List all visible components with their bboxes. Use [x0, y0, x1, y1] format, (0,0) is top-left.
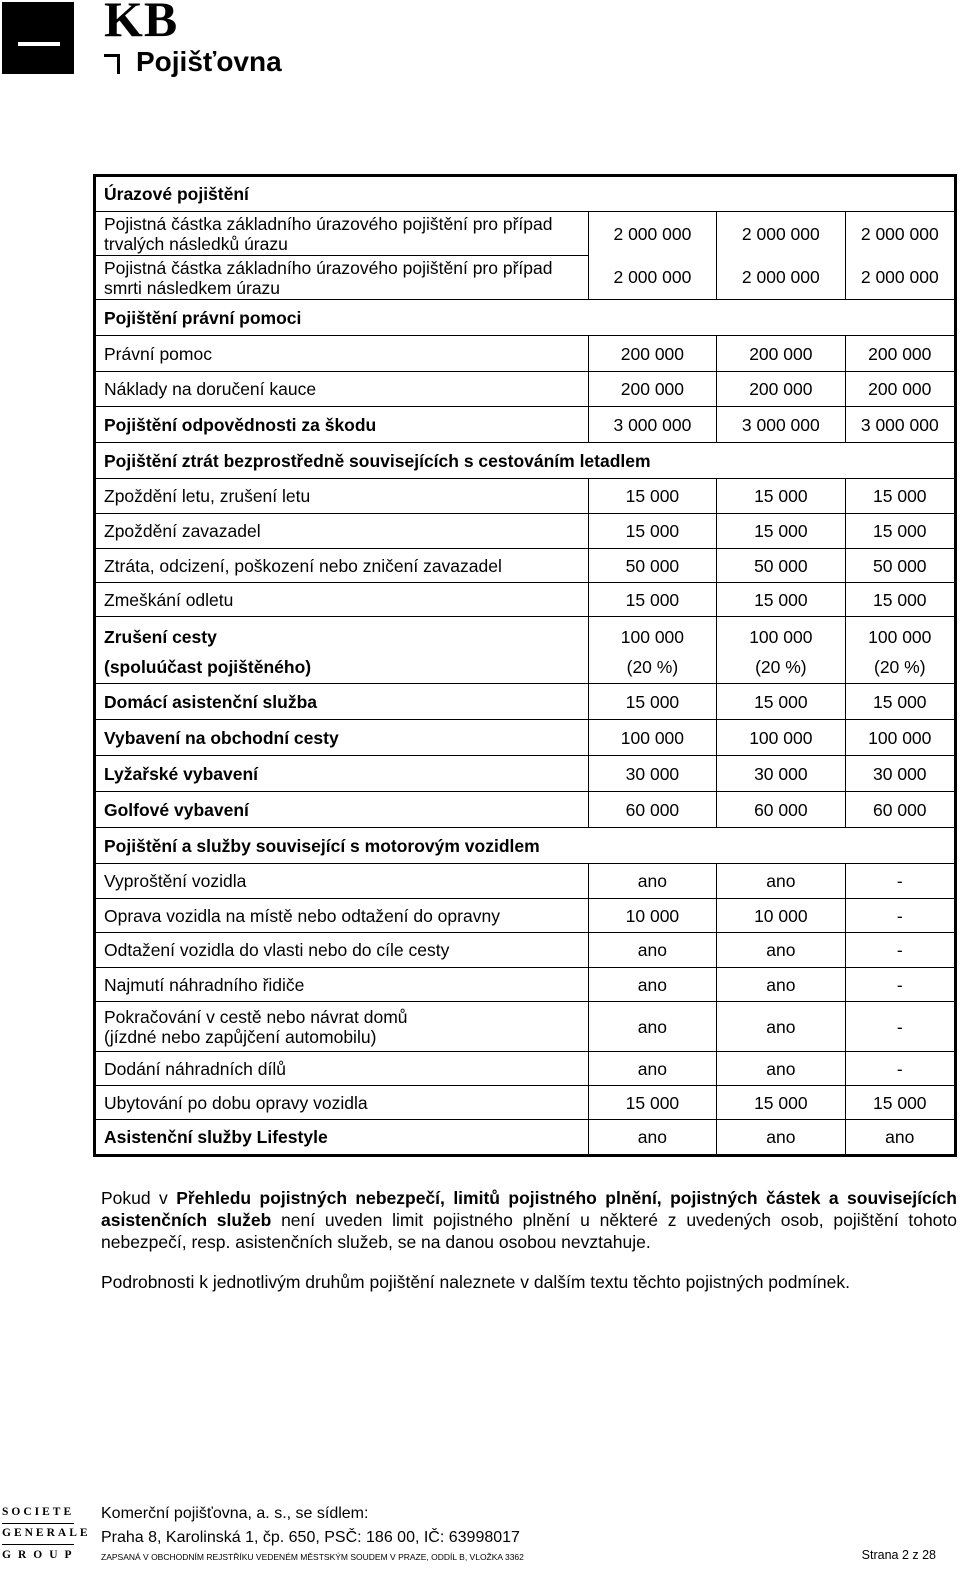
- row-value: 100 000: [845, 720, 955, 756]
- table-row: [95, 968, 956, 1002]
- section-vehicle: Pojištění a služby související s motorovým vozidlem: [95, 828, 956, 864]
- row-value: 2 000 000: [717, 212, 845, 256]
- row-value: 100 000: [717, 617, 845, 651]
- row-value: 100 000: [588, 617, 716, 651]
- row-label: Oprava vozidla na místě nebo odtažení do opravny: [95, 899, 589, 933]
- row-label: Asistenční služby Lifestyle: [104, 1127, 328, 1147]
- row-value: 2 000 000: [588, 212, 716, 256]
- note-paragraph: Podrobnosti k jednotlivým druhům pojištění naleznete v dalším textu těchto pojistných podmínek.: [101, 1272, 851, 1292]
- row-value: 200 000: [588, 336, 716, 372]
- note-text: není uveden limit pojistného plnění u některé z uvedených osob, pojištění tohoto nebezpečí, resp. asistenčních služeb, se na danou osobou nevztahuje.: [101, 1210, 958, 1252]
- table-row: [95, 372, 956, 407]
- row-label: Domácí asistenční služba: [95, 684, 589, 720]
- row-label: Najmutí náhradního řidiče: [95, 968, 589, 1002]
- table-row: [95, 864, 956, 899]
- table-row: [95, 514, 956, 549]
- table-row: [95, 617, 956, 651]
- table-row: [95, 684, 956, 720]
- row-value: (20 %): [845, 651, 955, 684]
- row-value: 2 000 000: [845, 256, 955, 300]
- note-text: Pokud v: [101, 1188, 177, 1208]
- sg-logo-line: GENERALE: [2, 1527, 91, 1539]
- row-value: 60 000: [845, 792, 955, 828]
- sg-logo-divider: [2, 1544, 74, 1545]
- sg-logo-line: GROUP: [2, 1549, 79, 1561]
- table-row: [95, 549, 956, 583]
- row-value: 15 000: [845, 479, 955, 514]
- logo-corner-icon: [104, 54, 120, 74]
- table-row: [95, 720, 956, 756]
- row-value: ano: [588, 933, 716, 968]
- row-value: 200 000: [588, 372, 716, 407]
- table-row: [95, 756, 956, 792]
- row-value: 30 000: [717, 756, 845, 792]
- row-value: 15 000: [588, 684, 716, 720]
- row-value: 15 000: [845, 583, 955, 617]
- kb-logo-mark: [2, 2, 74, 74]
- row-value: 50 000: [717, 549, 845, 583]
- row-value: 30 000: [588, 756, 716, 792]
- row-label: Zpoždění letu, zrušení letu: [95, 479, 589, 514]
- row-value: 15 000: [845, 1086, 955, 1120]
- table-row: [95, 583, 956, 617]
- row-label: Zpoždění zavazadel: [95, 514, 589, 549]
- row-value: ano: [717, 1002, 845, 1052]
- row-label: Ztráta, odcizení, poškození nebo zničení zavazadel: [95, 549, 589, 583]
- row-label: Zrušení cesty: [104, 626, 217, 647]
- row-value: 15 000: [845, 684, 955, 720]
- row-value: 200 000: [717, 372, 845, 407]
- row-value: 3 000 000: [845, 407, 955, 443]
- footer-registry: ZAPSANÁ V OBCHODNÍM REJSTŘÍKU VEDENÉM MĚSTSKÝM SOUDEM V PRAZE, ODDÍL B, VLOŽKA 3362: [101, 1552, 524, 1562]
- row-value: -: [845, 899, 955, 933]
- row-label: Pojistná částka základního úrazového pojištění pro případ smrti následkem úrazu: [95, 256, 589, 300]
- row-value: 200 000: [717, 336, 845, 372]
- row-value: 100 000: [588, 720, 716, 756]
- row-value: ano: [588, 968, 716, 1002]
- page-number: Strana 2 z 28: [861, 1548, 936, 1562]
- row-value: 15 000: [717, 1086, 845, 1120]
- row-label: Lyžařské vybavení: [95, 756, 589, 792]
- row-value: 200 000: [845, 336, 955, 372]
- row-label: Odtažení vozidla do vlasti nebo do cíle cesty: [95, 933, 589, 968]
- row-label: Vybavení na obchodní cesty: [95, 720, 589, 756]
- row-label: Zmeškání odletu: [95, 583, 589, 617]
- row-value: 15 000: [588, 583, 716, 617]
- sg-logo-divider: [2, 1523, 74, 1524]
- row-value: 15 000: [717, 583, 845, 617]
- row-value: ano: [588, 1052, 716, 1086]
- note-paragraph: [101, 1187, 957, 1253]
- row-label: Golfové vybavení: [95, 792, 589, 828]
- table-row: [95, 1086, 956, 1120]
- row-value: 15 000: [717, 479, 845, 514]
- note-bold-text: Přehledu pojistných nebezpečí, limitů pojistného plnění, pojistných částek a souvisejících asistenčních služeb: [101, 1188, 957, 1230]
- row-value: ano: [717, 1052, 845, 1086]
- row-value: ano: [717, 864, 845, 899]
- row-value: 200 000: [845, 372, 955, 407]
- row-label: Ubytování po dobu opravy vozidla: [95, 1086, 589, 1120]
- table-row: [95, 933, 956, 968]
- row-value: 3 000 000: [588, 407, 716, 443]
- row-value: 3 000 000: [717, 407, 845, 443]
- row-label: Pojištění odpovědnosti za škodu: [95, 407, 589, 443]
- row-value: 15 000: [588, 479, 716, 514]
- row-label: (spoluúčast pojištěného): [95, 651, 589, 684]
- section-flight: Pojištění ztrát bezprostředně souvisejících s cestováním letadlem: [95, 443, 956, 479]
- table-row: [95, 1120, 956, 1156]
- row-value: -: [845, 968, 955, 1002]
- table-row: [95, 256, 956, 300]
- row-value: 60 000: [717, 792, 845, 828]
- row-label: Vyproštění vozidla: [95, 864, 589, 899]
- table-row: [95, 407, 956, 443]
- row-label-line: Pokračování v cestě nebo návrat domů: [104, 1006, 408, 1027]
- row-value: ano: [717, 1120, 845, 1156]
- row-value: 100 000: [845, 617, 955, 651]
- row-label: Právní pomoc: [95, 336, 589, 372]
- section-row: [95, 300, 956, 336]
- footer-address: Praha 8, Karolinská 1, čp. 650, PSČ: 186 00, IČ: 63998017: [101, 1529, 520, 1546]
- row-value: 50 000: [845, 549, 955, 583]
- row-value: -: [845, 933, 955, 968]
- table-row: [95, 1052, 956, 1086]
- row-value: 50 000: [588, 549, 716, 583]
- row-label: Dodání náhradních dílů: [95, 1052, 589, 1086]
- table-row: [95, 1002, 956, 1052]
- section-legal: Pojištění právní pomoci: [95, 300, 956, 336]
- table-row: [95, 651, 956, 684]
- row-value: -: [845, 1052, 955, 1086]
- table-row: [95, 212, 956, 256]
- row-value: 2 000 000: [588, 256, 716, 300]
- row-value: ano: [717, 968, 845, 1002]
- section-row: [95, 443, 956, 479]
- section-row: [95, 176, 956, 212]
- row-value: 10 000: [588, 899, 716, 933]
- row-value: 15 000: [588, 1086, 716, 1120]
- row-value: 30 000: [845, 756, 955, 792]
- row-value: 15 000: [717, 684, 845, 720]
- row-value: ano: [845, 1120, 955, 1156]
- row-value: (20 %): [588, 651, 716, 684]
- table-row: [95, 792, 956, 828]
- table-row: [95, 899, 956, 933]
- row-value: ano: [717, 933, 845, 968]
- footer-company: Komerční pojišťovna, a. s., se sídlem:: [101, 1505, 369, 1522]
- row-label-line: (jízdné nebo zapůjčení automobilu): [104, 1026, 377, 1047]
- row-value: 2 000 000: [717, 256, 845, 300]
- row-value: -: [845, 1002, 955, 1052]
- row-value: -: [845, 864, 955, 899]
- row-value: 15 000: [845, 514, 955, 549]
- section-accident: Úrazové pojištění: [104, 184, 249, 204]
- insurance-limits-table: [93, 174, 957, 1157]
- table-row: [95, 336, 956, 372]
- row-value: 10 000: [717, 899, 845, 933]
- row-value: 100 000: [717, 720, 845, 756]
- row-value: ano: [588, 1002, 716, 1052]
- row-value: (20 %): [717, 651, 845, 684]
- row-value: ano: [588, 1120, 716, 1156]
- row-value: 2 000 000: [845, 212, 955, 256]
- logo-kb-text: KB: [104, 0, 179, 47]
- row-value: 15 000: [588, 514, 716, 549]
- row-label: [95, 1002, 589, 1052]
- sg-logo-line: SOCIETE: [2, 1506, 75, 1518]
- table-row: [95, 479, 956, 514]
- section-row: [95, 828, 956, 864]
- row-label: Náklady na doručení kauce: [95, 372, 589, 407]
- row-label: Pojistná částka základního úrazového pojištění pro případ trvalých následků úrazu: [95, 212, 589, 256]
- row-value: 60 000: [588, 792, 716, 828]
- row-value: 15 000: [717, 514, 845, 549]
- row-value: ano: [588, 864, 716, 899]
- logo-company-name: Pojišťovna: [136, 46, 282, 77]
